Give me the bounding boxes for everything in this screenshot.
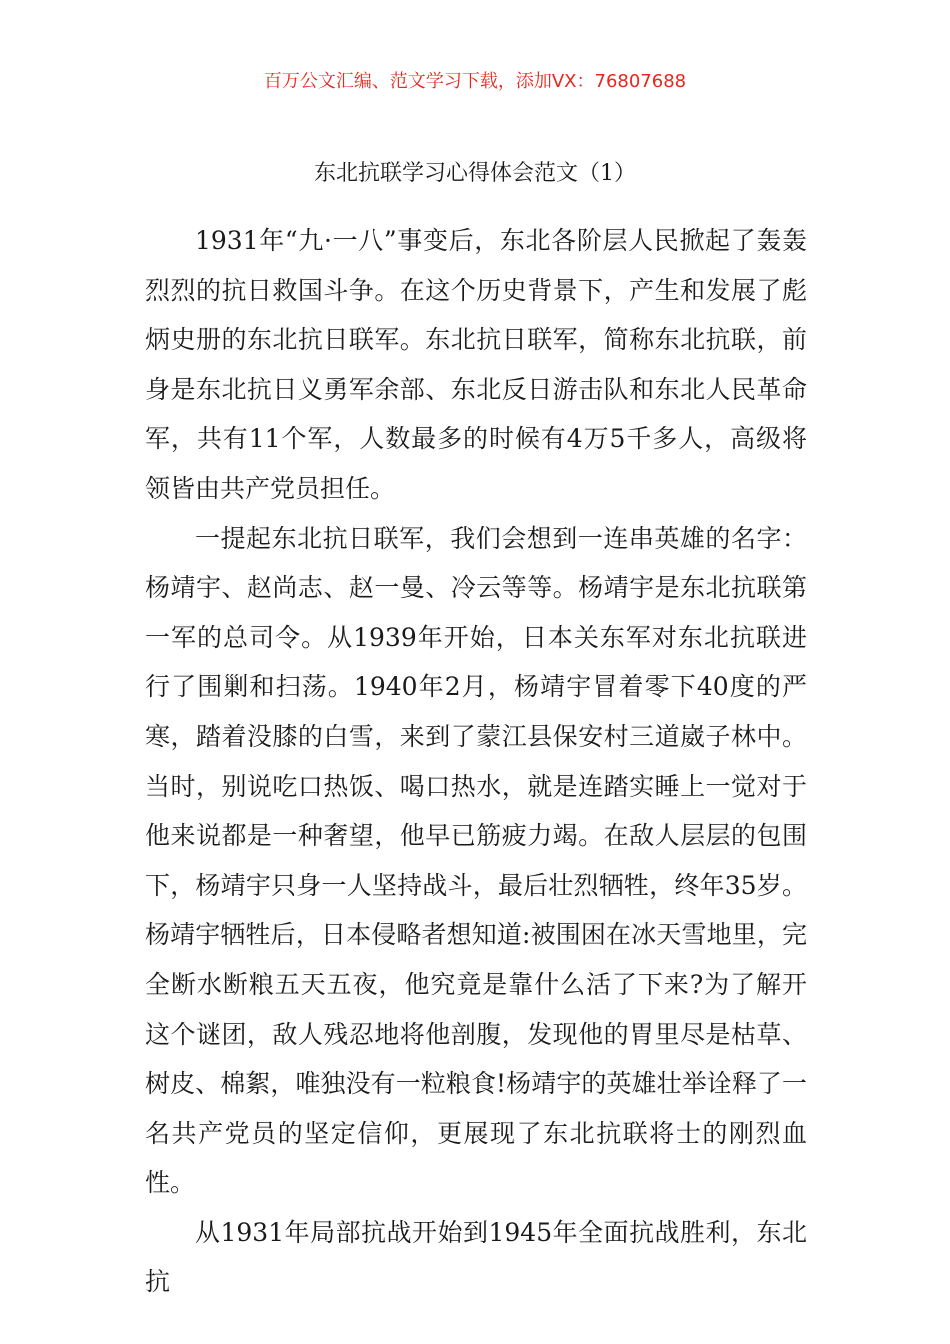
- paragraph-2: 一提起东北抗日联军，我们会想到一连串英雄的名字：杨靖宇、赵尚志、赵一曼、冷云等等。杨靖宇是东北抗联第一军的总司令。从1939年开始，日本关东军对东北抗联进行了围剿和扫荡。1940年2月，杨靖宇冒着零下40度的严寒，踏着没膝的白雪，来到了蒙江县保安村三道崴子林中。当时，别说吃口热饭、喝口热水，就是连踏实睡上一觉对于他来说都是一种奢望，他早已筋疲力竭。在敌人层层的包围下，杨靖宇只身一人坚持战斗，最后壮烈牺牲，终年35岁。杨靖宇牺牲后，日本侵略者想知道:被围困在冰天雪地里，完全断水断粮五天五夜，他究竟是靠什么活了下来?为了解开这个谜团，敌人残忍地将他剖腹，发现他的胃里尽是枯草、树皮、棉絮，唯独没有一粒粮食!杨靖宇的英雄壮举诠释了一名共产党员的坚定信仰，更展现了东北抗联将士的刚烈血性。: [145, 523, 807, 1198]
- paragraph-1: 1931年“九·一八”事变后，东北各阶层人民掀起了轰轰烈烈的抗日救国斗争。在这个历史背景下，产生和发展了彪炳史册的东北抗日联军。东北抗日联军，简称东北抗联，前身是东北抗日义勇军余部、东北反日游击队和东北人民革命军，共有11个军，人数最多的时候有4万5千多人，高级将领皆由共产党员担任。: [145, 226, 807, 503]
- document-title: 东北抗联学习心得体会范文（1）: [314, 161, 636, 186]
- document-body: [145, 216, 807, 1307]
- paragraph-3: 从1931年局部抗战开始到1945年全面抗战胜利，东北抗: [145, 1217, 807, 1297]
- watermark-header: 百万公文汇编、范文学习下载，添加VX：76807688: [263, 71, 687, 92]
